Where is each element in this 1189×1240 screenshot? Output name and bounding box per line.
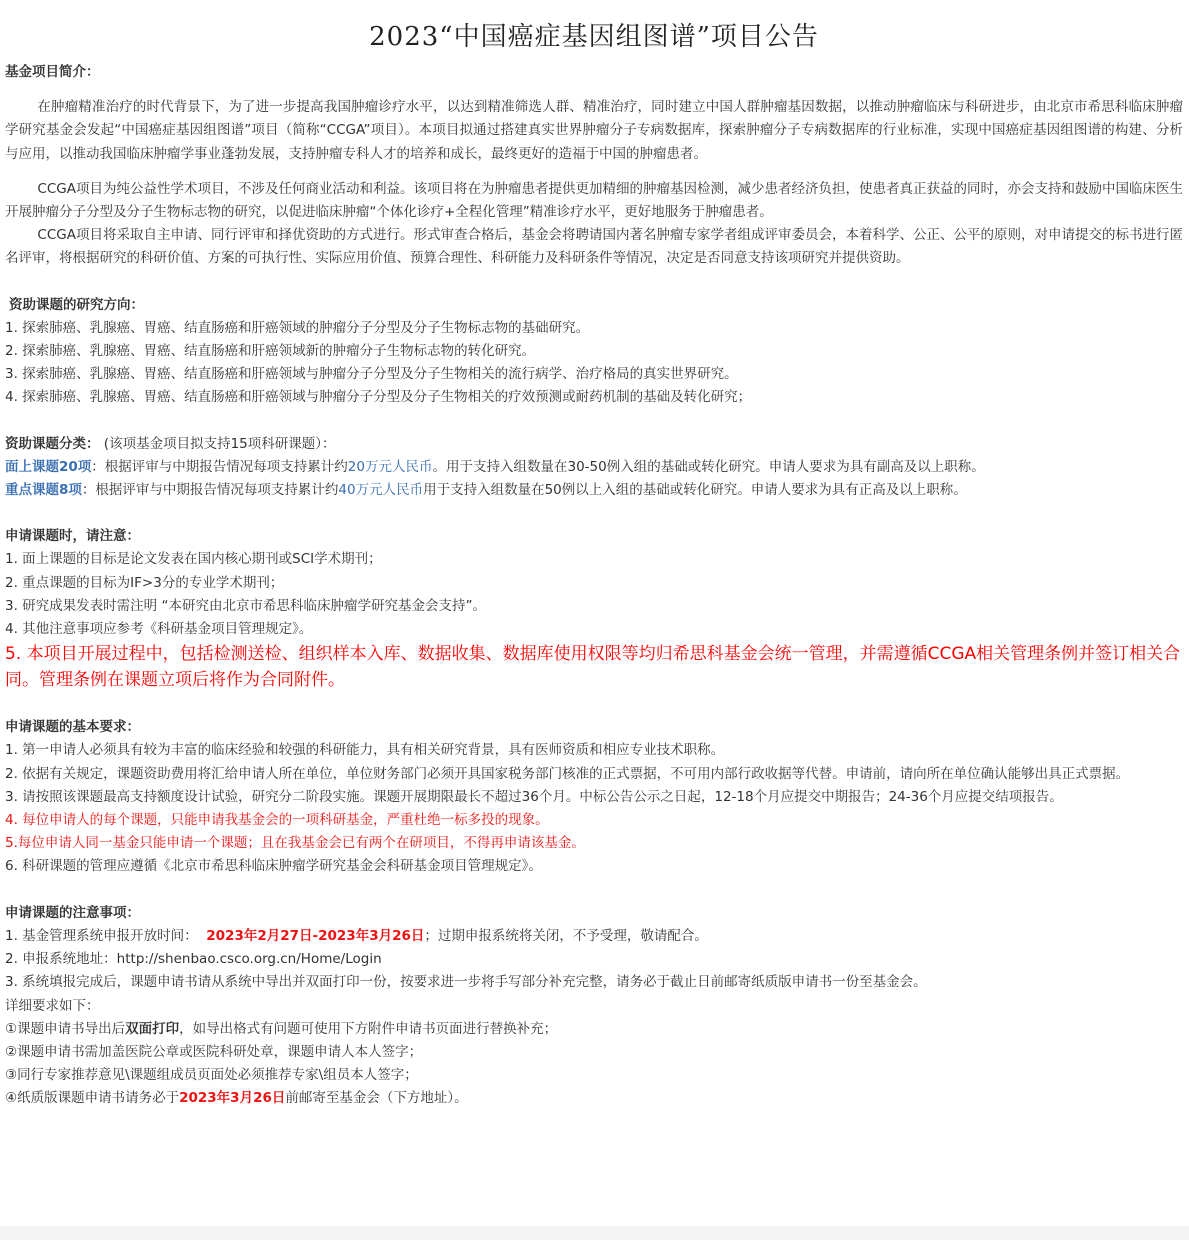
requirement-item-warning: 4. 每位申请人的每个课题，只能申请我基金会的一项科研基金，严重杜绝一标多投的现象。 xyxy=(5,812,549,829)
detail-item-3: ③同行专家推荐意见\课题组成员页面处必须推荐专家\组员本人签字； xyxy=(5,1067,418,1084)
detail-item-1 xyxy=(5,1018,1183,1041)
direction-item: 2. 探索肺癌、乳腺癌、胃癌、结直肠癌和肝癌领域新的肿瘤分子生物标志物的转化研究。 xyxy=(5,343,536,360)
deadline-date: 2023年3月26日 xyxy=(179,1090,286,1107)
notice-item: 4. 其他注意事项应参考《科研基金项目管理规定》。 xyxy=(5,621,313,638)
matters-heading: 申请课题的注意事项： xyxy=(5,904,140,921)
intro-paragraph-3: CCGA项目将采取自主申请、同行评审和择优资助的方式进行。形式审查合格后，基金会将聘请国内著名肿瘤专家学者组成评审委员会，本着科学、公正、公平的原则，对申请提交的标书进行匿名评审，将根据研究的科研价值、方案的可执行性、实际应用价值、预算合理性、科研能力及科研条件等情况，决定是否同意支持该项研究并提供资助。 xyxy=(5,227,1183,267)
general-project-row xyxy=(5,456,1183,479)
notice-highlight: 5. 本项目开展过程中，包括检测送检、组织样本入库、数据收集、数据库使用权限等均归希思科基金会统一管理，并需遵循CCGA相关管理条例并签订相关合同。管理条例在课题立项后将作为合同附件。 xyxy=(5,644,1181,691)
key-project-row xyxy=(5,479,1183,502)
notice-item: 3. 研究成果发表时需注明 “本研究由北京市希思科临床肿瘤学研究基金会支持”。 xyxy=(5,597,486,614)
detail-item-1-pre: ①课题申请书导出后 xyxy=(5,1020,126,1037)
key-project-pre: ：根据评审与中期报告情况每项支持累计约 xyxy=(81,482,339,499)
requirements-heading: 申请课题的基本要求： xyxy=(5,719,140,736)
notice-heading: 申请课题时，请注意： xyxy=(5,528,140,545)
direction-item: 3. 探索肺癌、乳腺癌、胃癌、结直肠癌和肝癌领域与肿瘤分子分型及分子生物相关的流行病学、治疗格局的真实世界研究。 xyxy=(5,366,738,383)
matters-item-1-post: ；过期申报系统将关闭，不予受理，敬请配合。 xyxy=(424,927,708,944)
directions-heading: 资助课题的研究方向： xyxy=(9,296,144,313)
detail-item-1-post: ，如导出格式有问题可使用下方附件申请书页面进行替换补充； xyxy=(179,1020,558,1037)
submission-period: 2023年2月27日-2023年3月26日 xyxy=(206,927,425,944)
bottom-bar xyxy=(0,1226,1189,1240)
requirement-item: 6. 科研课题的管理应遵循《北京市希思科临床肿瘤学研究基金会科研基金项目管理规定》。 xyxy=(5,858,542,875)
intro-paragraph-1: 在肿瘤精准治疗的时代背景下，为了进一步提高我国肿瘤诊疗水平，以达到精准筛选人群、精准治疗，同时建立中国人群肿瘤基因数据，以推动肿瘤临床与科研进步，由北京市希思科临床肿瘤学研究基金会发起“中国癌症基因组图谱”项目（简称“CCGA”项目）。本项目拟通过搭建真实世界肿瘤分子专病数据库，探索肿瘤分子专病数据库的行业标准，实现中国癌症基因组图谱的构建、分析与应用，以推动我国临床肿瘤学事业蓬勃发展，支持肿瘤专科人才的培养和成长，最终更好的造福于中国的肿瘤患者。 xyxy=(5,99,1183,162)
detail-item-4-pre: ④纸质版课题申请书请务必于 xyxy=(5,1090,180,1107)
intro-heading: 基金项目简介： xyxy=(5,64,100,80)
intro-paragraph-2: CCGA项目为纯公益性学术项目，不涉及任何商业活动和利益。该项目将在为肿瘤患者提供更加精细的肿瘤基因检测，减少患者经济负担，使患者真正获益的同时，亦会支持和鼓励中国临床医生开展肿瘤分子分型及分子生物标志物的研究，以促进临床肿瘤“个体化诊疗+全程化管理”精准诊疗水平，更好地服务于肿瘤患者。 xyxy=(5,180,1183,221)
general-project-pre: ：根据评审与中期报告情况每项支持累计约 xyxy=(91,458,348,475)
matters-item-1 xyxy=(5,925,1183,948)
matters-item-1-pre: 1. 基金管理系统申报开放时间： xyxy=(5,927,198,944)
general-project-label: 面上课题20项 xyxy=(5,458,92,475)
requirement-item: 2. 依据有关规定，课题资助费用将汇给申请人所在单位，单位财务部门必须开具国家税务部门核准的正式票据，不可用内部行政收据等代替。申请前，请向所在单位确认能够出具正式票据。 xyxy=(5,765,1130,782)
notice-item: 2. 重点课题的目标为IF>3分的专业学术期刊； xyxy=(5,574,284,591)
detail-item-4-post: 前邮寄至基金会（下方地址）。 xyxy=(285,1090,468,1107)
key-project-label: 重点课题8项 xyxy=(5,482,82,499)
categories-heading: 资助课题分类： xyxy=(5,435,100,452)
notice-item: 1. 面上课题的目标是论文发表在国内核心期刊或SCI学术期刊； xyxy=(5,551,382,568)
direction-item: 4. 探索肺癌、乳腺癌、胃癌、结直肠癌和肝癌领域与肿瘤分子分型及分子生物相关的疗效预测或耐药机制的基础及转化研究； xyxy=(5,389,752,406)
detail-item-4 xyxy=(5,1087,1183,1110)
key-project-amount: 40万元人民币 xyxy=(338,482,424,499)
matters-item-2: 2. 申报系统地址：http://shenbao.csco.org.cn/Home/Login xyxy=(5,951,382,968)
requirement-item: 3. 请按照该课题最高支持额度设计试验，研究分二阶段实施。课题开展期限最长不超过36个月。中标公告公示之日起，12-18个月应提交中期报告；24-36个月应提交结项报告。 xyxy=(5,788,1063,805)
key-project-post: 用于支持入组数量在50例以上入组的基础或转化研究。申请人要求为具有正高及以上职称。 xyxy=(423,482,967,499)
requirement-item-warning: 5.每位申请人同一基金只能申请一个课题；且在我基金会已有两个在研项目，不得再申请该基金。 xyxy=(5,835,585,852)
categories-row xyxy=(5,433,1183,456)
direction-item: 1. 探索肺癌、乳腺癌、胃癌、结直肠癌和肝癌领域的肿瘤分子分型及分子生物标志物的基础研究。 xyxy=(5,319,590,336)
detail-item-2: ②课题申请书需加盖医院公章或医院科研处章，课题申请人本人签字； xyxy=(5,1043,423,1060)
detail-heading: 详细要求如下： xyxy=(5,997,100,1014)
general-project-amount: 20万元人民币 xyxy=(347,458,433,475)
categories-note: (该项基金项目拟支持15项科研课题）： xyxy=(103,435,336,452)
matters-item-3: 3. 系统填报完成后，课题申请书请从系统中导出并双面打印一份，按要求进一步将手写部分补充完整，请务必于截止日前邮寄纸质版申请书一份至基金会。 xyxy=(5,974,927,991)
requirement-item: 1. 第一申请人必须具有较为丰富的临床经验和较强的科研能力，具有相关研究背景，具有医师资质和相应专业技术职称。 xyxy=(5,742,725,759)
general-project-post: 。用于支持入组数量在30-50例入组的基础或转化研究。申请人要求为具有副高及以上职称。 xyxy=(432,458,985,475)
page-title: 2023“中国癌症基因组图谱”项目公告 xyxy=(369,22,819,52)
detail-item-1-bold: 双面打印 xyxy=(125,1020,180,1037)
